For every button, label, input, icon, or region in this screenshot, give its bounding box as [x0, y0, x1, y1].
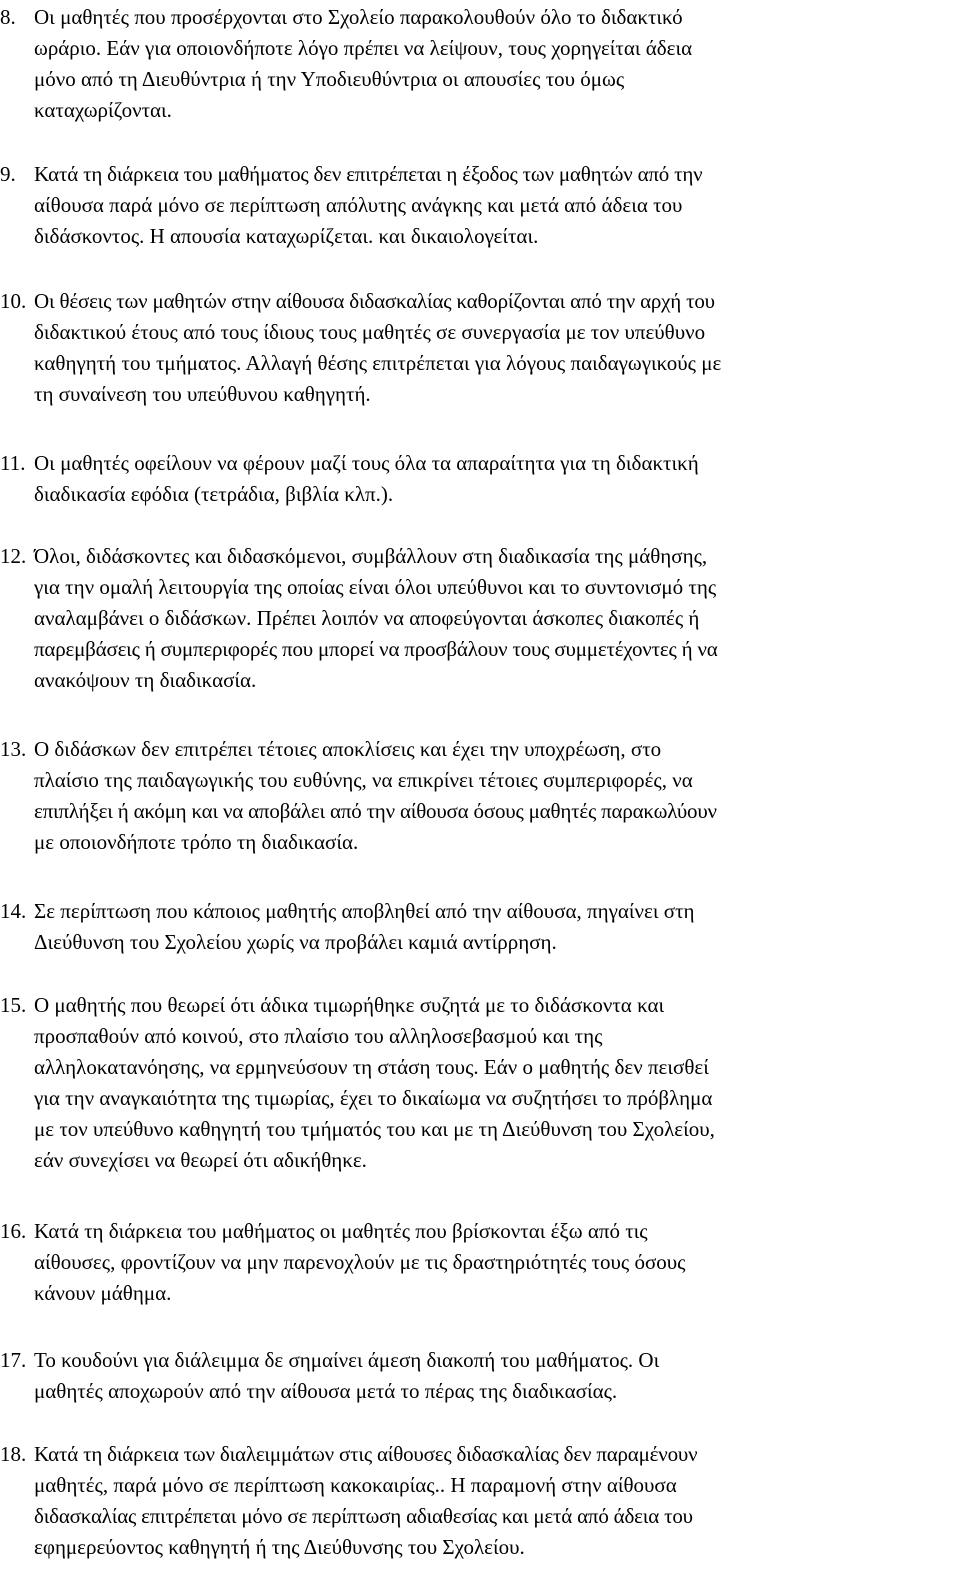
- item-number: 16.: [0, 1219, 27, 1243]
- item-text-line: τη συναίνεση του υπεύθυνου καθηγητή.: [34, 382, 371, 406]
- item-number: 10.: [0, 289, 27, 313]
- item-text-line: με τον υπεύθυνο καθηγητή του τμήματός του και με τη Διεύθυνση του Σχολείου,: [34, 1117, 715, 1141]
- item-text-line: πλαίσιο της παιδαγωγικής του ευθύνης, να επικρίνει τέτοιες συμπεριφορές, να: [34, 768, 693, 792]
- item-text-line: για την αναγκαιότητα της τιμωρίας, έχει το δικαίωμα να συζητήσει το πρόβλημα: [34, 1086, 713, 1110]
- item-text-line: διδασκαλίας επιτρέπεται μόνο σε περίπτωση αδιαθεσίας και μετά από άδεια του: [34, 1504, 693, 1528]
- item-text-line: Οι μαθητές που προσέρχονται στο Σχολείο παρακολουθούν όλο το διδακτικό: [34, 5, 683, 29]
- item-number: 13.: [0, 737, 27, 761]
- item-text-line: διαδικασία εφόδια (τετράδια, βιβλία κλπ.).: [34, 482, 394, 506]
- item-number: 17.: [0, 1348, 27, 1372]
- item-text-line: προσπαθούν από κοινού, στο πλαίσιο του αλληλοσεβασμού και της: [34, 1024, 603, 1048]
- item-text-line: επιπλήξει ή ακόμη και να αποβάλει από την αίθουσα όσους μαθητές παρακωλύουν: [34, 799, 717, 823]
- item-number: 12.: [0, 544, 27, 568]
- item-text-line: εφημερεύοντος καθηγητή ή της Διεύθυνσης του Σχολείου.: [34, 1535, 525, 1559]
- item-text-line: παρεμβάσεις ή συμπεριφορές που μπορεί να προσβάλουν τους συμμετέχοντες ή να: [34, 637, 718, 661]
- item-text-line: διδάσκοντος. Η απουσία καταχωρίζεται. και δικαιολογείται.: [34, 224, 539, 248]
- item-text-line: Κατά τη διάρκεια των διαλειμμάτων στις αίθουσες διδασκαλίας δεν παραμένουν: [34, 1442, 698, 1466]
- item-text-line: Το κουδούνι για διάλειμμα δε σημαίνει άμεση διακοπή του μαθήματος. Οι: [34, 1348, 660, 1372]
- item-text-line: αίθουσα παρά μόνο σε περίπτωση απόλυτης ανάγκης και μετά από άδεια του: [34, 193, 683, 217]
- item-number: 9.: [0, 162, 16, 186]
- item-text-line: αναλαμβάνει ο διδάσκων. Πρέπει λοιπόν να αποφεύγονται άσκοπες διακοπές ή: [34, 606, 700, 630]
- item-text-line: ωράριο. Εάν για οποιονδήποτε λόγο πρέπει να λείψουν, τους χορηγείται άδεια: [34, 36, 693, 60]
- item-number: 14.: [0, 899, 27, 923]
- item-text-line: Κατά τη διάρκεια του μαθήματος οι μαθητές που βρίσκονται έξω από τις: [34, 1219, 648, 1243]
- item-text-line: μαθητές, παρά μόνο σε περίπτωση κακοκαιρίας.. Η παραμονή στην αίθουσα: [34, 1473, 677, 1497]
- item-text-line: αλληλοκατανόησης, να ερμηνεύσουν τη στάση τους. Εάν ο μαθητής δεν πεισθεί: [34, 1055, 709, 1079]
- item-text-line: με οποιονδήποτε τρόπο τη διαδικασία.: [34, 830, 359, 854]
- item-text-line: Σε περίπτωση που κάποιος μαθητής αποβληθεί από την αίθουσα, πηγαίνει στη: [34, 899, 695, 923]
- item-text-line: καταχωρίζονται.: [34, 98, 172, 122]
- item-text-line: Ο μαθητής που θεωρεί ότι άδικα τιμωρήθηκε συζητά με το διδάσκοντα και: [34, 993, 665, 1017]
- item-text-line: ανακόψουν τη διαδικασία.: [34, 668, 257, 692]
- item-number: 8.: [0, 5, 16, 29]
- item-text-line: κάνουν μάθημα.: [34, 1281, 172, 1305]
- item-text-line: Οι θέσεις των μαθητών στην αίθουσα διδασκαλίας καθορίζονται από την αρχή του: [34, 289, 715, 313]
- item-text-line: διδακτικού έτους από τους ίδιους τους μαθητές σε συνεργασία με τον υπεύθυνο: [34, 320, 706, 344]
- item-text-line: Κατά τη διάρκεια του μαθήματος δεν επιτρέπεται η έξοδος των μαθητών από την: [34, 162, 703, 186]
- item-number: 15.: [0, 993, 27, 1017]
- item-text-line: μαθητές αποχωρούν από την αίθουσα μετά το πέρας της διαδικασίας.: [34, 1379, 618, 1403]
- item-text-line: αίθουσες, φροντίζουν να μην παρενοχλούν με τις δραστηριότητές τους όσους: [34, 1250, 686, 1274]
- item-text-line: Ο διδάσκων δεν επιτρέπει τέτοιες αποκλίσεις και έχει την υποχρέωση, στο: [34, 737, 662, 761]
- item-text-line: μόνο από τη Διευθύντρια ή την Υποδιευθύντρια οι απουσίες του όμως: [34, 67, 625, 91]
- item-text-line: εάν συνεχίσει να θεωρεί ότι αδικήθηκε.: [34, 1148, 367, 1172]
- item-text-line: Οι μαθητές οφείλουν να φέρουν μαζί τους όλα τα απαραίτητα για τη διδακτική: [34, 451, 699, 475]
- item-text-line: Όλοι, διδάσκοντες και διδασκόμενοι, συμβάλλουν στη διαδικασία της μάθησης,: [34, 544, 708, 568]
- item-text-line: για την ομαλή λειτουργία της οποίας είναι όλοι υπεύθυνοι και το συντονισμό της: [34, 575, 717, 599]
- item-number: 11.: [0, 451, 26, 475]
- item-number: 18.: [0, 1442, 27, 1466]
- item-text-line: Διεύθυνση του Σχολείου χωρίς να προβάλει καμιά αντίρρηση.: [34, 930, 557, 954]
- item-text-line: καθηγητή του τμήματος. Αλλαγή θέσης επιτρέπεται για λόγους παιδαγωγικούς με: [34, 351, 722, 375]
